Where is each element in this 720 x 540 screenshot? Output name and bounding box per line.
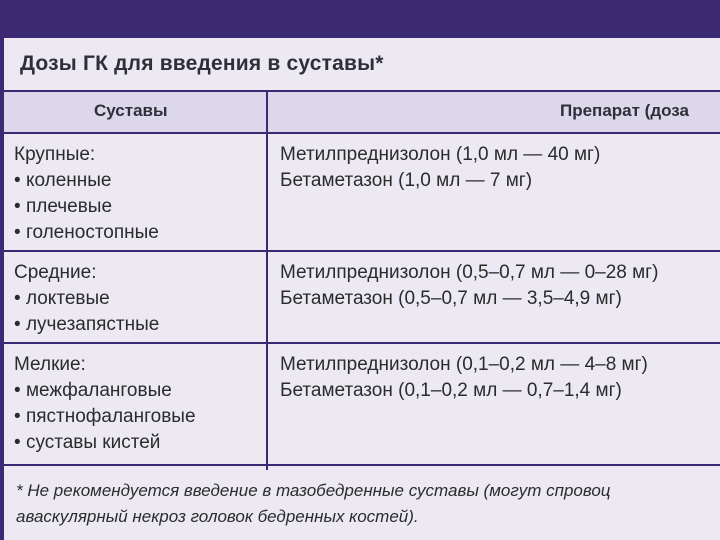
drug-dose: Бетаметазон (0,5–0,7 мл — 3,5–4,9 мг) [280, 288, 622, 309]
table-row [4, 252, 720, 344]
joint-item: • пястнофаланговые [14, 404, 196, 430]
footnote-line: аваскулярный некроз головок бедренных костей). [16, 507, 419, 526]
column-divider [266, 90, 268, 470]
drug-dose: Бетаметазон (0,1–0,2 мл — 0,7–1,4 мг) [280, 380, 622, 401]
dose-table [4, 90, 720, 466]
joints-cell [14, 260, 159, 338]
joint-group-label: Средние: [14, 262, 97, 283]
drug-dose: Метилпреднизолон (1,0 мл — 40 мг) [280, 144, 601, 165]
drug-dose: Бетаметазон (1,0 мл — 7 мг) [280, 170, 533, 191]
table-row [4, 344, 720, 466]
joint-item: • локтевые [14, 286, 159, 312]
drug-dose: Метилпреднизолон (0,5–0,7 мл — 0–28 мг) [280, 262, 659, 283]
table-row [4, 134, 720, 252]
joint-item: • плечевые [14, 194, 159, 220]
top-banner [0, 0, 720, 38]
footnote [16, 478, 611, 530]
joints-cell [14, 142, 159, 246]
joint-item: • лучезапястные [14, 312, 159, 338]
footnote-line: * Не рекомендуется введение в тазобедренные суставы (могут спровоц [16, 481, 611, 500]
header-joints: Суставы [94, 101, 168, 120]
drug-dose: Метилпреднизолон (0,1–0,2 мл — 4–8 мг) [280, 354, 648, 375]
drug-cell [280, 142, 600, 194]
joint-group-label: Крупные: [14, 144, 96, 165]
joint-item: • голеностопные [14, 220, 159, 246]
table-header [4, 90, 720, 134]
drug-cell [280, 352, 648, 404]
page-title: Дозы ГК для введения в суставы* [20, 52, 384, 75]
joint-group-label: Мелкие: [14, 354, 86, 375]
drug-cell [280, 260, 658, 312]
joint-item: • суставы кистей [14, 430, 196, 456]
joints-cell [14, 352, 196, 456]
joint-item: • коленные [14, 168, 159, 194]
header-drug: Препарат (доза [560, 101, 689, 120]
dose-panel [4, 38, 720, 540]
joint-item: • межфаланговые [14, 378, 196, 404]
